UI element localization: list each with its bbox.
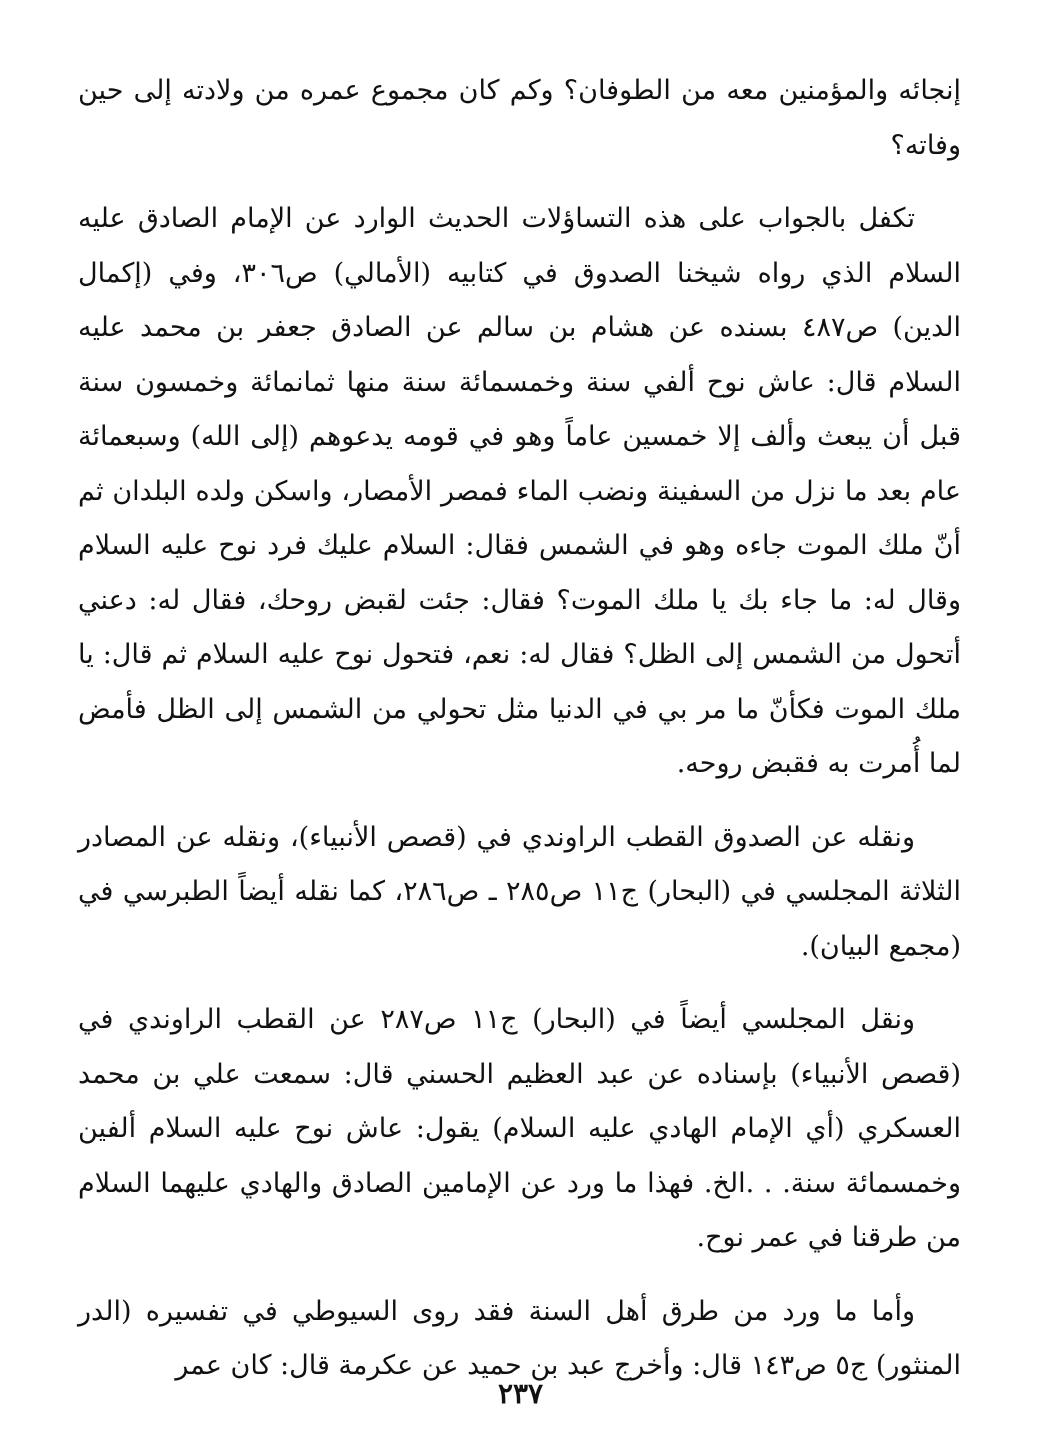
- paragraph-gap: [78, 792, 961, 811]
- paragraph-gap: [78, 974, 961, 993]
- paragraph-sources: ونقله عن الصدوق القطب الراوندي في (قصص الأنبياء)، ونقله عن المصادر الثلاثة المجلسي في (البحار) ج١١ ص٢٨٥ ـ ص٢٨٦، كما نقله أيضاً الطبرسي في (مجمع البيان).: [78, 821, 962, 962]
- paragraph-gap: [78, 173, 961, 192]
- page-body: [78, 64, 961, 1394]
- paragraph-gap: [78, 1266, 961, 1285]
- paragraph-sunni-sources: وأما ما ورد من طرق أهل السنة فقد روى السيوطي في تفسيره (الدر المنثور) ج٥ ص١٤٣ قال: وأخرج عبد بن حميد عن عكرمة قال: كان عمر: [78, 1295, 961, 1381]
- paragraph-continuation: إنجائه والمؤمنين معه من الطوفان؟ وكم كان مجموع عمره من ولادته إلى حين وفاته؟: [78, 75, 961, 161]
- paragraph-hadith-answer: تكفل بالجواب على هذه التساؤلات الحديث الوارد عن الإمام الصادق عليه السلام الذي رواه شيخنا الصدوق في كتابيه (الأمالي) ص٣٠٦، وفي (إكمال الدين) ص٤٨٧ بسنده عن هشام بن سالم عن الصادق جعفر بن محمد عليه السلام قال: عاش نوح ألفي سنة وخمسمائة سنة منها ثمانمائة وخمسون سنة قبل أن يبعث وألف إلا خمسين عاماً وهو في قومه يدعوهم (إلى الله) وسبعمائة عام بعد ما نزل من السفينة ونضب الماء فمصر الأمصار، واسكن ولده البلدان ثم أنّ ملك الموت جاءه وهو في الشمس فقال: السلام عليك فرد نوح عليه السلام وقال له: ما جاء بك يا ملك الموت؟ فقال: جئت لقبض روحك، فقال له: دعني أتحول من الشمس إلى الظل؟ فقال له: نعم، فتحول نوح عليه السلام ثم قال: يا ملك الموت فكأنّ ما مر بي في الدنيا مثل تحولي من الشمس إلى الظل فأمض لما أُمرت به فقبض روحه.: [78, 203, 961, 779]
- page-number: ٢٣٧: [497, 1377, 544, 1410]
- paragraph-majlisi-report: ونقل المجلسي أيضاً في (البحار) ج١١ ص٢٨٧ عن القطب الراوندي في (قصص الأنبياء) بإسناده عن عبد العظيم الحسني قال: سمعت علي بن محمد العسكري (أي الإمام الهادي عليه السلام) يقول: عاش نوح عليه السلام ألفين وخمسمائة سنة. . .الخ. فهذا ما ورد عن الإمامين الصادق والهادي عليهما السلام من طرقنا في عمر نوح.: [78, 1004, 961, 1253]
